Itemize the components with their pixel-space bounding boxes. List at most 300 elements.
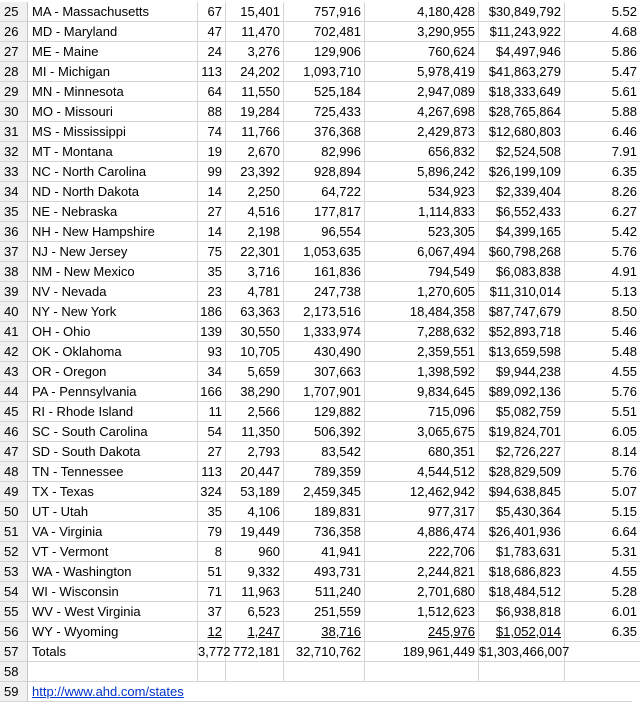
value-cell-g[interactable]: 5.42 [565,222,640,242]
value-cell-e[interactable]: 534,923 [365,182,479,202]
value-cell-f[interactable]: $2,726,227 [479,442,565,462]
value-cell-c[interactable]: 3,716 [226,262,284,282]
value-cell-c[interactable]: 53,189 [226,482,284,502]
value-cell-g[interactable]: 6.64 [565,522,640,542]
value-cell-d[interactable]: 189,831 [284,502,365,522]
value-cell-e[interactable]: 5,896,242 [365,162,479,182]
value-cell-c[interactable]: 11,550 [226,82,284,102]
value-cell-g[interactable]: 5.31 [565,542,640,562]
table-row [0,22,641,42]
value-cell-e[interactable]: 9,834,645 [365,382,479,402]
value-cell-b[interactable]: 324 [198,482,226,502]
value-cell-e[interactable]: 7,288,632 [365,322,479,342]
value-cell-d[interactable]: 96,554 [284,222,365,242]
value-cell-g[interactable]: 5.47 [565,62,640,82]
value-cell-g[interactable]: 6.35 [565,162,640,182]
table-row [0,162,641,182]
row-header[interactable]: 43 [0,362,28,382]
value-cell-b[interactable]: 74 [198,122,226,142]
empty-cell-c[interactable] [226,662,284,682]
value-cell-d[interactable]: 64,722 [284,182,365,202]
value-cell-e[interactable] [365,622,479,642]
value-cell-d[interactable]: 251,559 [284,602,365,622]
empty-cell-b[interactable] [198,662,226,682]
value-cell-f[interactable]: $12,680,803 [479,122,565,142]
value-cell-f[interactable]: $13,659,598 [479,342,565,362]
value-cell-d[interactable]: 1,333,974 [284,322,365,342]
table-row [0,142,641,162]
value-cell-d[interactable]: 789,359 [284,462,365,482]
value-cell-d[interactable]: 757,916 [284,2,365,22]
value-cell-b[interactable]: 99 [198,162,226,182]
value-cell-b[interactable]: 71 [198,582,226,602]
row-header[interactable]: 38 [0,262,28,282]
row-header[interactable]: 44 [0,382,28,402]
value-cell-b[interactable]: 54 [198,422,226,442]
value-cell-e[interactable]: 1,114,833 [365,202,479,222]
value-cell-g[interactable]: 5.52 [565,2,640,22]
value-cell-f[interactable]: $5,430,364 [479,502,565,522]
value-cell-b[interactable]: 23 [198,282,226,302]
value-cell-c[interactable]: 30,550 [226,322,284,342]
value-cell-d[interactable]: 161,836 [284,262,365,282]
value-cell-g[interactable]: 5.15 [565,502,640,522]
value-cell-c[interactable]: 6,523 [226,602,284,622]
state-cell[interactable]: NY - New York [28,302,198,322]
row-header[interactable]: 58 [0,662,28,682]
state-cell[interactable]: UT - Utah [28,502,198,522]
value-cell-e[interactable]: 1,398,592 [365,362,479,382]
value-cell-c[interactable]: 23,392 [226,162,284,182]
value-cell-g[interactable]: 6.05 [565,422,640,442]
value-cell-b[interactable]: 186 [198,302,226,322]
value-cell-f[interactable]: $11,243,922 [479,22,565,42]
value-cell-d[interactable]: 702,481 [284,22,365,42]
empty-cell-g[interactable] [565,662,640,682]
value-cell-e[interactable]: 2,429,873 [365,122,479,142]
state-cell[interactable]: MN - Minnesota [28,82,198,102]
value-cell-d[interactable]: 82,996 [284,142,365,162]
value-cell-c[interactable]: 9,332 [226,562,284,582]
table-row [0,262,641,282]
state-cell[interactable]: NM - New Mexico [28,262,198,282]
value-cell-f[interactable]: $6,083,838 [479,262,565,282]
value-cell-f[interactable]: $11,310,014 [479,282,565,302]
value-cell-g[interactable]: 6.27 [565,202,640,222]
value-cell-c[interactable]: 4,781 [226,282,284,302]
value-cell-c[interactable]: 11,766 [226,122,284,142]
value-cell-g[interactable]: 5.61 [565,82,640,102]
state-cell[interactable]: OR - Oregon [28,362,198,382]
value-cell-f-text: $1,052,014 [495,624,561,639]
value-cell-b[interactable]: 139 [198,322,226,342]
value-cell-b[interactable]: 35 [198,502,226,522]
value-cell-c[interactable]: 4,106 [226,502,284,522]
value-cell-g[interactable]: 8.50 [565,302,640,322]
value-cell-f[interactable]: $52,893,718 [479,322,565,342]
value-cell-c[interactable]: 63,363 [226,302,284,322]
table-row [0,502,641,522]
value-cell-g[interactable]: 6.01 [565,602,640,622]
state-cell[interactable]: MD - Maryland [28,22,198,42]
value-cell-e[interactable]: 2,947,089 [365,82,479,102]
value-cell-e[interactable]: 4,180,428 [365,2,479,22]
value-cell-g[interactable]: 4.91 [565,262,640,282]
table-row [0,42,641,62]
value-cell-d[interactable]: 525,184 [284,82,365,102]
value-cell-d[interactable]: 430,490 [284,342,365,362]
total-cell-f[interactable]: $1,303,466,007 [479,642,565,662]
value-cell-c[interactable]: 11,470 [226,22,284,42]
value-cell-f[interactable]: $5,082,759 [479,402,565,422]
value-cell-f[interactable]: $26,401,936 [479,522,565,542]
total-cell-d[interactable]: 32,710,762 [284,642,365,662]
table-row [0,122,641,142]
row-header[interactable]: 47 [0,442,28,462]
row-header[interactable]: 33 [0,162,28,182]
value-cell-c[interactable]: 15,401 [226,2,284,22]
value-cell-g[interactable]: 8.14 [565,442,640,462]
value-cell-g[interactable]: 5.76 [565,242,640,262]
value-cell-b[interactable]: 166 [198,382,226,402]
table-row [0,82,641,102]
value-cell-d[interactable] [284,622,365,642]
value-cell-e[interactable]: 680,351 [365,442,479,462]
value-cell-b[interactable]: 19 [198,142,226,162]
table-row [0,2,641,22]
empty-cell-e[interactable] [365,662,479,682]
table-row [0,342,641,362]
value-cell-b[interactable]: 14 [198,182,226,202]
row-header[interactable]: 34 [0,182,28,202]
value-cell-f[interactable]: $2,524,508 [479,142,565,162]
value-cell-g[interactable]: 5.48 [565,342,640,362]
table-row [0,282,641,302]
table-row [0,302,641,322]
value-cell-d[interactable]: 376,368 [284,122,365,142]
value-cell-d[interactable]: 1,707,901 [284,382,365,402]
state-cell[interactable]: VA - Virginia [28,522,198,542]
row-header[interactable]: 29 [0,82,28,102]
value-cell-d[interactable]: 511,240 [284,582,365,602]
value-cell-c[interactable]: 19,284 [226,102,284,122]
row-header[interactable]: 51 [0,522,28,542]
value-cell-f[interactable]: $6,938,818 [479,602,565,622]
value-cell-g[interactable]: 6.35 [565,622,640,642]
value-cell-g[interactable]: 8.26 [565,182,640,202]
row-header[interactable]: 59 [0,682,28,702]
value-cell-f[interactable]: $41,863,279 [479,62,565,82]
state-cell[interactable]: NV - Nevada [28,282,198,302]
value-cell-b[interactable]: 35 [198,262,226,282]
value-cell-d[interactable]: 725,433 [284,102,365,122]
value-cell-d[interactable]: 493,731 [284,562,365,582]
value-cell-c[interactable]: 2,566 [226,402,284,422]
value-cell-c[interactable]: 24,202 [226,62,284,82]
value-cell-d[interactable]: 736,358 [284,522,365,542]
value-cell-c[interactable]: 10,705 [226,342,284,362]
value-cell-g[interactable]: 5.88 [565,102,640,122]
value-cell-e[interactable]: 222,706 [365,542,479,562]
value-cell-g[interactable]: 4.55 [565,362,640,382]
row-header[interactable]: 35 [0,202,28,222]
value-cell-e[interactable]: 2,701,680 [365,582,479,602]
value-cell-c[interactable]: 2,670 [226,142,284,162]
value-cell-g[interactable]: 5.86 [565,42,640,62]
value-cell-b[interactable]: 93 [198,342,226,362]
total-cell-c[interactable]: 772,181 [226,642,284,662]
value-cell-d-text: 38,716 [321,624,361,639]
value-cell-e[interactable]: 760,624 [365,42,479,62]
value-cell-f[interactable]: $28,765,864 [479,102,565,122]
value-cell-c-text: 1,247 [247,624,280,639]
row-header[interactable]: 32 [0,142,28,162]
table-row [0,522,641,542]
table-row [0,322,641,342]
value-cell-b[interactable]: 79 [198,522,226,542]
value-cell-d[interactable]: 129,882 [284,402,365,422]
state-cell[interactable]: MO - Missouri [28,102,198,122]
value-cell-b[interactable]: 27 [198,442,226,462]
value-cell-e[interactable]: 4,267,698 [365,102,479,122]
row-header[interactable]: 57 [0,642,28,662]
state-cell[interactable]: SD - South Dakota [28,442,198,462]
value-cell-c[interactable]: 11,963 [226,582,284,602]
value-cell-g[interactable]: 5.76 [565,382,640,402]
state-cell[interactable]: VT - Vermont [28,542,198,562]
state-cell[interactable]: WA - Washington [28,562,198,582]
value-cell-d[interactable]: 83,542 [284,442,365,462]
value-cell-b[interactable]: 88 [198,102,226,122]
value-cell-g[interactable]: 6.46 [565,122,640,142]
row-header[interactable]: 42 [0,342,28,362]
value-cell-f[interactable]: $26,199,109 [479,162,565,182]
value-cell-b[interactable]: 75 [198,242,226,262]
value-cell-e-text: 245,976 [428,624,475,639]
row-header[interactable]: 48 [0,462,28,482]
value-cell-e[interactable]: 3,065,675 [365,422,479,442]
value-cell-b[interactable] [198,622,226,642]
value-cell-c[interactable]: 11,350 [226,422,284,442]
value-cell-f[interactable]: $19,824,701 [479,422,565,442]
table-row [0,542,641,562]
row-header[interactable]: 30 [0,102,28,122]
value-cell-f[interactable]: $4,399,165 [479,222,565,242]
state-cell[interactable]: NE - Nebraska [28,202,198,222]
value-cell-g[interactable]: 5.51 [565,402,640,422]
state-cell[interactable]: NJ - New Jersey [28,242,198,262]
empty-cell-f[interactable] [479,662,565,682]
row-header[interactable]: 39 [0,282,28,302]
value-cell-b[interactable]: 113 [198,62,226,82]
source-link[interactable]: http://www.ahd.com/states [32,684,184,699]
value-cell-g[interactable]: 5.13 [565,282,640,302]
state-cell[interactable]: TN - Tennessee [28,462,198,482]
value-cell-e[interactable]: 715,096 [365,402,479,422]
state-cell[interactable]: TX - Texas [28,482,198,502]
value-cell-c[interactable]: 2,250 [226,182,284,202]
value-cell-g[interactable]: 5.76 [565,462,640,482]
state-cell[interactable]: NH - New Hampshire [28,222,198,242]
value-cell-c[interactable]: 4,516 [226,202,284,222]
empty-cell[interactable] [28,662,198,682]
row-header[interactable]: 36 [0,222,28,242]
state-cell[interactable]: WY - Wyoming [28,622,198,642]
value-cell-c[interactable]: 20,447 [226,462,284,482]
value-cell-b[interactable]: 27 [198,202,226,222]
row-header[interactable]: 55 [0,602,28,622]
value-cell-f[interactable]: $18,333,649 [479,82,565,102]
row-header[interactable]: 45 [0,402,28,422]
value-cell-d[interactable]: 41,941 [284,542,365,562]
row-header[interactable]: 52 [0,542,28,562]
row-header[interactable]: 41 [0,322,28,342]
state-cell[interactable]: WI - Wisconsin [28,582,198,602]
value-cell-e[interactable]: 977,317 [365,502,479,522]
value-cell-g[interactable]: 5.28 [565,582,640,602]
row-header[interactable]: 28 [0,62,28,82]
total-cell-g[interactable] [565,642,640,662]
value-cell-g[interactable]: 4.68 [565,22,640,42]
state-cell[interactable]: ME - Maine [28,42,198,62]
row-header[interactable]: 27 [0,42,28,62]
row-header[interactable]: 46 [0,422,28,442]
link-cell[interactable] [28,682,632,702]
value-cell-f[interactable]: $2,339,404 [479,182,565,202]
state-cell[interactable]: MS - Mississippi [28,122,198,142]
value-cell-c[interactable]: 19,449 [226,522,284,542]
value-cell-e[interactable]: 6,067,494 [365,242,479,262]
row-header[interactable]: 50 [0,502,28,522]
value-cell-f[interactable]: $9,944,238 [479,362,565,382]
state-cell[interactable]: MT - Montana [28,142,198,162]
value-cell-f[interactable]: $18,484,512 [479,582,565,602]
value-cell-b[interactable]: 24 [198,42,226,62]
value-cell-e[interactable]: 4,886,474 [365,522,479,542]
value-cell-b[interactable]: 34 [198,362,226,382]
row-header[interactable]: 53 [0,562,28,582]
value-cell-f[interactable] [479,622,565,642]
table-row [0,102,641,122]
value-cell-c[interactable]: 38,290 [226,382,284,402]
value-cell-e[interactable]: 4,544,512 [365,462,479,482]
value-cell-c[interactable]: 5,659 [226,362,284,382]
state-cell[interactable]: PA - Pennsylvania [28,382,198,402]
value-cell-e[interactable]: 656,832 [365,142,479,162]
value-cell-g[interactable]: 4.55 [565,562,640,582]
empty-cell-d[interactable] [284,662,365,682]
value-cell-d[interactable]: 1,093,710 [284,62,365,82]
value-cell-b[interactable]: 113 [198,462,226,482]
value-cell-f[interactable]: $6,552,433 [479,202,565,222]
value-cell-b[interactable]: 51 [198,562,226,582]
row-header[interactable]: 54 [0,582,28,602]
state-cell[interactable]: WV - West Virginia [28,602,198,622]
value-cell-e[interactable]: 3,290,955 [365,22,479,42]
row-header[interactable]: 56 [0,622,28,642]
value-cell-d[interactable]: 2,459,345 [284,482,365,502]
total-cell-b[interactable]: 3,772 [198,642,226,662]
value-cell-g[interactable]: 7.91 [565,142,640,162]
value-cell-e[interactable]: 523,305 [365,222,479,242]
value-cell-e[interactable]: 2,244,821 [365,562,479,582]
value-cell-f[interactable]: $30,849,792 [479,2,565,22]
value-cell-g[interactable]: 5.07 [565,482,640,502]
value-cell-f[interactable]: $89,092,136 [479,382,565,402]
value-cell-b[interactable]: 37 [198,602,226,622]
value-cell-d[interactable]: 129,906 [284,42,365,62]
row-header[interactable]: 31 [0,122,28,142]
state-cell[interactable]: MA - Massachusetts [28,2,198,22]
value-cell-f[interactable]: $94,638,845 [479,482,565,502]
state-cell[interactable]: RI - Rhode Island [28,402,198,422]
value-cell-b[interactable]: 64 [198,82,226,102]
value-cell-f[interactable]: $87,747,679 [479,302,565,322]
value-cell-c[interactable] [226,622,284,642]
value-cell-d[interactable]: 928,894 [284,162,365,182]
row-header[interactable]: 25 [0,2,28,22]
value-cell-c[interactable]: 960 [226,542,284,562]
value-cell-f[interactable]: $28,829,509 [479,462,565,482]
totals-label[interactable]: Totals [28,642,198,662]
total-cell-e[interactable]: 189,961,449 [365,642,479,662]
value-cell-g[interactable]: 5.46 [565,322,640,342]
value-cell-d[interactable]: 247,738 [284,282,365,302]
state-cell[interactable]: NC - North Carolina [28,162,198,182]
value-cell-c[interactable]: 2,198 [226,222,284,242]
value-cell-e[interactable]: 794,549 [365,262,479,282]
value-cell-b[interactable]: 14 [198,222,226,242]
table-row [0,62,641,82]
value-cell-b[interactable]: 67 [198,2,226,22]
state-cell[interactable]: MI - Michigan [28,62,198,82]
value-cell-b[interactable]: 8 [198,542,226,562]
state-cell[interactable]: ND - North Dakota [28,182,198,202]
value-cell-d[interactable]: 506,392 [284,422,365,442]
value-cell-d[interactable]: 1,053,635 [284,242,365,262]
value-cell-e[interactable]: 1,512,623 [365,602,479,622]
state-cell[interactable]: OH - Ohio [28,322,198,342]
value-cell-e[interactable]: 18,484,358 [365,302,479,322]
value-cell-b[interactable]: 11 [198,402,226,422]
row-header[interactable]: 26 [0,22,28,42]
row-header[interactable]: 37 [0,242,28,262]
value-cell-d[interactable]: 307,663 [284,362,365,382]
value-cell-f[interactable]: $18,686,823 [479,562,565,582]
value-cell-d[interactable]: 2,173,516 [284,302,365,322]
value-cell-c[interactable]: 2,793 [226,442,284,462]
value-cell-e[interactable]: 12,462,942 [365,482,479,502]
value-cell-c[interactable]: 3,276 [226,42,284,62]
table-row [0,462,641,482]
value-cell-e[interactable]: 5,978,419 [365,62,479,82]
row-header[interactable]: 40 [0,302,28,322]
value-cell-f[interactable]: $60,798,268 [479,242,565,262]
empty-row [0,662,641,682]
value-cell-e[interactable]: 2,359,551 [365,342,479,362]
value-cell-e[interactable]: 1,270,605 [365,282,479,302]
table-row [0,422,641,442]
value-cell-f[interactable]: $4,497,946 [479,42,565,62]
value-cell-b[interactable]: 47 [198,22,226,42]
value-cell-f[interactable]: $1,783,631 [479,542,565,562]
state-cell[interactable]: OK - Oklahoma [28,342,198,362]
value-cell-c[interactable]: 22,301 [226,242,284,262]
value-cell-d[interactable]: 177,817 [284,202,365,222]
state-cell[interactable]: SC - South Carolina [28,422,198,442]
row-header[interactable]: 49 [0,482,28,502]
spreadsheet-grid [0,2,641,702]
